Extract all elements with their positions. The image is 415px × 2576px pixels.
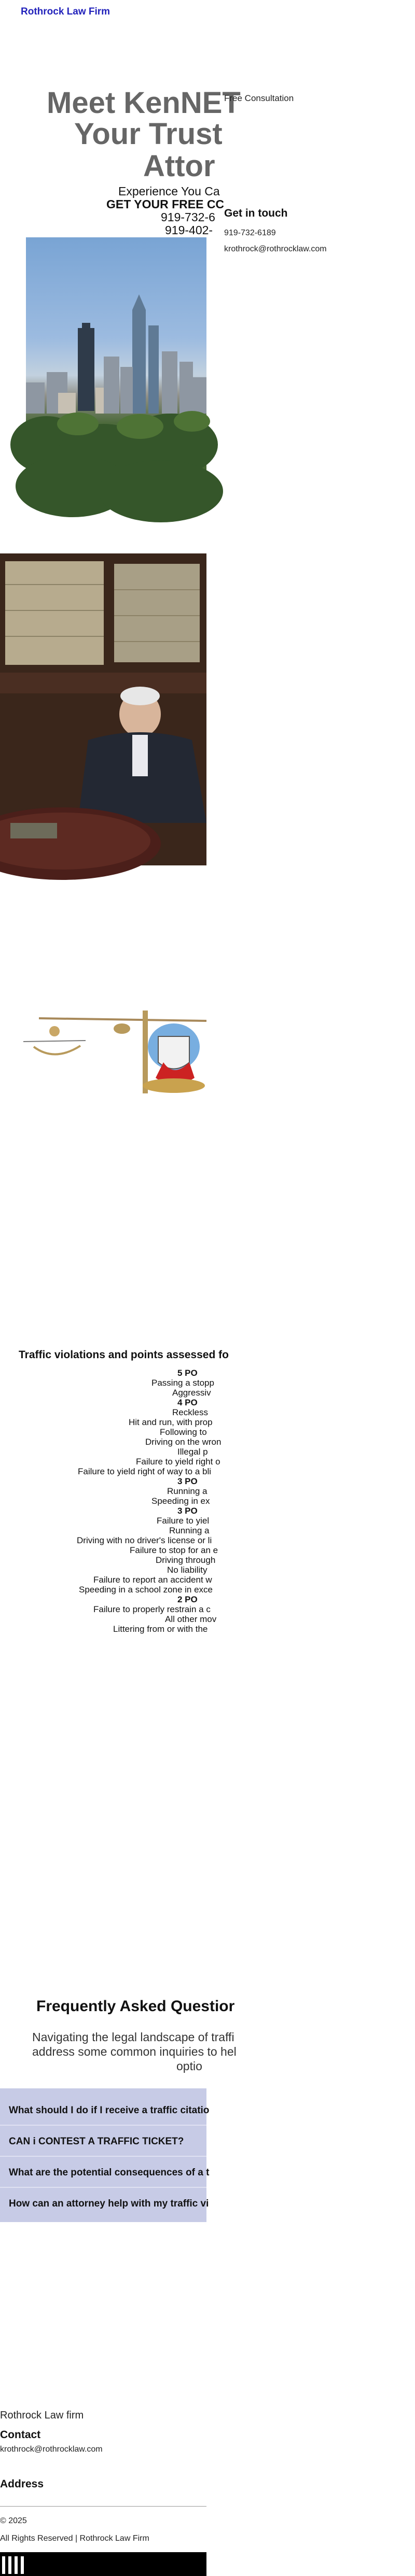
traffic-violation-item: Failure to stop for an e [130,1545,218,1555]
footer-copyright: © 2025 [0,2516,27,2525]
traffic-violation-item: Running a [167,1486,208,1496]
footer-firm-name: Rothrock Law firm [0,2410,84,2421]
points-category-heading: 2 PO [177,1595,198,1604]
faq-item-1[interactable] [0,2095,210,2126]
faq-item-4[interactable] [0,2188,209,2219]
points-category-heading: 4 PO [177,1398,198,1407]
traffic-violation-item: Illegal p [177,1447,208,1457]
traffic-violation-item: Failure to properly restrain a c [93,1604,211,1614]
traffic-violation-item: Passing a stopp [151,1378,214,1388]
faq-subtitle [0,2030,237,2080]
scales-of-justice-illustration [23,979,206,1104]
traffic-violation-item: No liability [167,1565,208,1575]
hero-phone-2[interactable]: 919-402- [165,223,213,237]
traffic-violation-item: Failure to report an accident w [93,1575,212,1585]
sidebar-phone-link[interactable]: 919-732-6189 [224,229,276,237]
faq-accordion [0,2088,210,2222]
faq-subtitle-line-1: Navigating the legal landscape of traffi [32,2030,234,2044]
footer-email-link[interactable]: krothrock@rothrocklaw.com [0,2445,103,2454]
traffic-violation-item: Failure to yield right of way to a bli [78,1467,212,1476]
traffic-violation-item: Littering from or with the [113,1624,208,1634]
free-consultation-link[interactable]: Free Consultation [224,93,294,103]
hero-cta-text: GET YOUR FREE CC [106,197,225,211]
points-category-heading: 3 PO [177,1476,198,1486]
city-skyline-photo [26,237,206,503]
footer-bar [0,2552,206,2576]
footer-divider [0,2506,206,2507]
traffic-violation-item: Speeding in a school zone in exce [79,1585,213,1595]
traffic-violation-item: Driving on the wron [145,1437,222,1447]
faq-item-3[interactable] [0,2157,210,2188]
traffic-violation-item: Driving with no driver's license or li [77,1535,212,1545]
footer-rights: All Rights Reserved | Rothrock Law Firm [0,2534,149,2543]
hero-heading [0,86,241,183]
traffic-violation-item: Hit and run, with prop [129,1417,213,1427]
traffic-violation-item: Running a [169,1526,210,1535]
faq-question: CAN i CONTEST A TRAFFIC TICKET? [9,2136,184,2147]
faq-title: Frequently Asked Questior [36,1998,235,2015]
footer-address-heading: Address [0,2478,44,2490]
get-in-touch-heading: Get in touch [224,207,288,219]
hero-contact-block [0,181,225,238]
faq-subtitle-line-2: address some common inquiries to hel [32,2045,237,2058]
faq-subtitle-line-3: optio [176,2059,202,2073]
points-category-heading: 3 PO [177,1506,198,1516]
traffic-points-list [0,1368,222,1638]
menu-bars-icon [0,2556,31,2574]
faq-question: How can an attorney help with my traffic vi [9,2198,209,2209]
traffic-violation-item: Reckless [172,1407,208,1417]
faq-item-2[interactable] [0,2126,206,2157]
attorney-office-photo [0,553,206,865]
footer-contact-heading: Contact [0,2429,41,2441]
brand-link[interactable]: Rothrock Law Firm [21,6,110,17]
traffic-violation-item: Following to [160,1427,207,1437]
traffic-violation-item: Speeding in ex [151,1496,210,1506]
faq-question: What should I do if I receive a traffic citatio [9,2105,210,2116]
hero-title-line-3: Attor [143,149,215,183]
faq-question: What are the potential consequences of a t [9,2167,210,2178]
traffic-violation-item: Failure to yield right o [136,1457,220,1467]
points-category-heading: 5 PO [177,1368,198,1378]
traffic-violation-item: Failure to yiel [157,1516,210,1526]
hero-title-line-1: Meet KenNET [47,86,241,120]
sidebar-email-link[interactable]: krothrock@rothrocklaw.com [224,245,327,253]
hero-phone-1[interactable]: 919-732-6 [161,210,215,224]
traffic-violation-item: Aggressiv [172,1388,211,1398]
hero-title-line-2: Your Trust [74,117,223,151]
traffic-violation-item: Driving through [156,1555,216,1565]
traffic-violation-item: All other mov [165,1614,217,1624]
traffic-points-heading: Traffic violations and points assessed fo [19,1349,229,1361]
hero-experience-text: Experience You Ca [118,184,220,198]
